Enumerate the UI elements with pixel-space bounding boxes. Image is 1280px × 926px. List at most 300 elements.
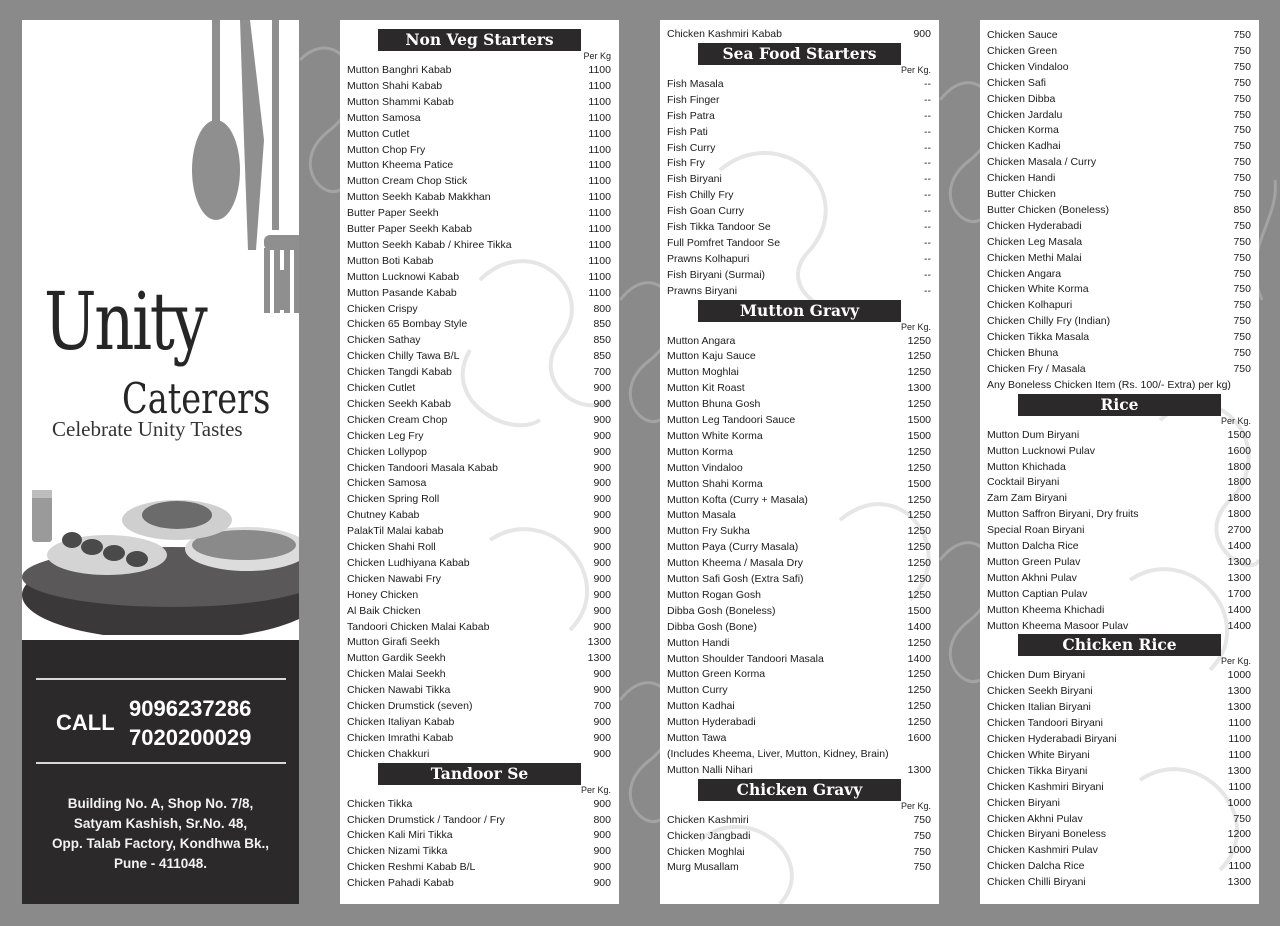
menu-item-price: 750 [1233, 219, 1251, 232]
menu-item [667, 444, 931, 460]
menu-item-price: -- [924, 77, 931, 90]
menu-item [347, 78, 611, 94]
menu-item [667, 859, 931, 875]
menu-item-name: Butter Paper Seekh Kabab [347, 223, 472, 235]
menu-item-price: -- [924, 284, 931, 297]
menu-item-price: 1400 [907, 620, 931, 633]
menu-item-name: Chicken Kashmiri Kabab [667, 28, 782, 40]
menu-item-name: Chicken Spring Roll [347, 493, 440, 506]
menu-item [347, 491, 611, 507]
menu-item-name: Mutton Korma [667, 445, 733, 458]
menu-item-price: 900 [593, 845, 611, 858]
menu-item [667, 396, 931, 412]
menu-item-name: Mutton Kheema / Masala Dry [667, 557, 803, 570]
menu-item [667, 571, 931, 587]
menu-item-name: Mutton Bhuna Gosh [667, 398, 761, 411]
menu-item-price: -- [924, 252, 931, 265]
menu-item-name: Mutton Pasande Kabab [347, 286, 457, 299]
menu-item-name: Chicken Kashmiri Biryani [987, 780, 1104, 793]
menu-item-price: -- [924, 173, 931, 186]
menu-item [987, 313, 1251, 329]
menu-item-name: Mutton Green Pulav [987, 555, 1081, 568]
menu-item-name: Chicken Chakkuri [347, 747, 430, 760]
menu-item-name: Chicken Cream Chop [347, 413, 448, 426]
menu-item-name: Chicken Tandoori Biryani [987, 717, 1103, 730]
menu-item [347, 587, 611, 603]
menu-item-name: Prawns Kolhapuri [667, 252, 750, 265]
menu-item-name: Mutton Kit Roast [667, 382, 745, 395]
menu-item [987, 474, 1251, 490]
menu-item [987, 170, 1251, 186]
menu-item [347, 698, 611, 714]
menu-item-name: Mutton Vindaloo [667, 461, 743, 474]
menu-item-price: 1300 [1227, 685, 1251, 698]
menu-item-price: 1250 [907, 684, 931, 697]
menu-item [667, 155, 931, 171]
menu-item-name: Mutton Fry Sukha [667, 525, 750, 538]
menu-item-name: Mutton Green Korma [667, 668, 766, 681]
menu-item-name: Chicken Imrathi Kabab [347, 731, 454, 744]
food-platter-image [22, 465, 299, 635]
menu-item-name: Mutton Tawa [667, 732, 727, 744]
unit-label: Per Kg. [1220, 656, 1251, 667]
unit-label: Per Kg [583, 51, 611, 61]
menu-item-price: 900 [593, 461, 611, 474]
menu-item-name: Mutton Shammi Kabab [347, 95, 454, 108]
menu-item [347, 812, 611, 828]
menu-item-name: Mutton Cream Chop Stick [347, 175, 468, 188]
menu-item [347, 619, 611, 635]
menu-item-name: Mutton Nalli Nihari [667, 763, 753, 776]
menu-item-price: 900 [593, 556, 611, 569]
menu-item-name: Mutton Dalcha Rice [987, 540, 1079, 552]
menu-item [347, 126, 611, 142]
menu-item-name: Chicken Fry / Masala [987, 362, 1086, 375]
menu-item-price: 1000 [1227, 669, 1251, 682]
menu-item-price: 900 [593, 509, 611, 522]
menu-item-name: Mutton Hyderabadi [667, 716, 756, 729]
menu-item-price: 900 [593, 525, 611, 538]
menu-item-price: 1500 [907, 429, 931, 442]
menu-item [667, 203, 931, 219]
phone-number-2[interactable]: 7020200029 [129, 725, 252, 750]
menu-item-price: 1000 [1227, 844, 1251, 857]
menu-item [667, 283, 931, 299]
menu-item-price: 1250 [907, 525, 931, 538]
menu-item-name: Chicken Leg Fry [347, 429, 424, 442]
menu-item-price: 1100 [588, 127, 611, 140]
menu-item-price: 1000 [1227, 796, 1251, 809]
menu-item [347, 332, 611, 348]
menu-item [987, 122, 1251, 138]
menu-item [347, 221, 611, 237]
menu-item [347, 746, 611, 762]
menu-item-name: Tandoori Chicken Malai Kabab [347, 620, 490, 633]
menu-item [667, 76, 931, 92]
menu-item [987, 427, 1251, 443]
menu-item-price: 1250 [907, 334, 931, 347]
menu-item-name: Chicken Chilly Fry (Indian) [987, 315, 1111, 328]
menu-item-price: 750 [1233, 315, 1251, 328]
menu-item-name: Butter Paper Seekh [347, 207, 439, 220]
menu-item-name: Mutton Dum Biryani [987, 428, 1080, 441]
menu-item-price: 1800 [1227, 476, 1251, 489]
menu-item [347, 827, 611, 843]
menu-item [347, 316, 611, 332]
menu-item-name: Mutton Masala [667, 509, 736, 522]
menu-item [667, 603, 931, 619]
menu-item-name: Chicken Tikka [347, 797, 413, 810]
menu-item-name: Chicken Chilli Biryani [987, 876, 1086, 889]
menu-item-name: PalakTil Malai kabab [347, 525, 444, 538]
menu-item-price: 1250 [907, 573, 931, 585]
menu-item [347, 796, 611, 812]
menu-item-name: Chicken Italian Biryani [987, 701, 1091, 714]
menu-item [987, 683, 1251, 699]
menu-item-price: 1700 [1227, 587, 1251, 600]
menu-item [987, 234, 1251, 250]
menu-item-price: 1100 [588, 111, 611, 124]
menu-item [667, 412, 931, 428]
menu-item [347, 380, 611, 396]
unit-label: Per Kg. [1220, 415, 1251, 426]
menu-item [667, 651, 931, 667]
menu-item-name: Mutton Seekh Kabab / Khiree Tikka [347, 238, 512, 251]
menu-item-price: 900 [593, 861, 611, 874]
menu-item-price: 1250 [907, 588, 931, 601]
menu-item-price: 900 [593, 429, 611, 442]
menu-item-name: Chicken Dalcha Rice [987, 860, 1085, 873]
menu-item [347, 301, 611, 317]
menu-item-price: 850 [593, 318, 611, 331]
menu-item [667, 267, 931, 283]
menu-item-price: 1100 [588, 270, 611, 283]
menu-item-price: 900 [593, 715, 611, 728]
menu-item-price: 1100 [588, 159, 611, 172]
menu-item-name: Mutton Captian Pulav [987, 587, 1088, 600]
menu-item-price: 1100 [588, 207, 611, 220]
menu-item-name: Fish Finger [667, 93, 720, 106]
menu-item [347, 364, 611, 380]
menu-item-name: Chicken Green [987, 44, 1058, 57]
menu-item-price: 1100 [588, 143, 611, 156]
menu-item [667, 140, 931, 156]
menu-item-price: 1100 [1228, 748, 1251, 761]
menu-item-price: 1800 [1227, 492, 1251, 505]
menu-item-price: 750 [1233, 235, 1251, 248]
section-header: Chicken Gravy [698, 779, 901, 801]
menu-item-name: Fish Fry [667, 157, 705, 170]
menu-item [987, 618, 1251, 634]
menu-item [667, 187, 931, 203]
note-text: (Includes Kheema, Liver, Mutton, Kidney, Brain) [667, 747, 889, 760]
section-header: Sea Food Starters [698, 43, 901, 65]
menu-item [667, 619, 931, 635]
menu-item-name: Chicken Lollypop [347, 445, 427, 458]
menu-item [667, 555, 931, 571]
menu-item-name: Chicken Vindaloo [987, 60, 1069, 73]
menu-item [667, 762, 931, 778]
menu-item-name: Fish Biryani [667, 173, 722, 186]
menu-item-price: 750 [1233, 251, 1251, 264]
menu-item-name: Prawns Biryani [667, 284, 738, 297]
menu-item-price: 750 [1233, 76, 1251, 89]
menu-item-price: 1300 [1227, 876, 1251, 889]
menu-item-name: Mutton Girafi Seekh [347, 636, 440, 649]
menu-item [667, 492, 931, 508]
menu-item-price: 1100 [588, 191, 611, 204]
menu-item-price: 1400 [1227, 603, 1251, 616]
note-text: Any Boneless Chicken Item (Rs. 100/- Extra) per kg) [987, 378, 1231, 391]
menu-item-name: Fish Pati [667, 125, 708, 138]
menu-item-name: Fish Curry [667, 141, 716, 154]
menu-item [347, 269, 611, 285]
menu-item [987, 443, 1251, 459]
menu-item-name: Chicken Kali Miri Tikka [347, 829, 453, 842]
menu-item-price: 1100 [588, 175, 611, 188]
menu-item [987, 250, 1251, 266]
menu-item-name: Chicken Dibba [987, 92, 1056, 105]
menu-item-price: 750 [1233, 299, 1251, 312]
menu-item [667, 682, 931, 698]
menu-item-price: 750 [1233, 188, 1251, 200]
menu-item-name: Mutton Kheema Masoor Pulav [987, 619, 1129, 632]
menu-item-name: Mutton Paya (Curry Masala) [667, 541, 799, 554]
menu-item-name: Chicken White Korma [987, 283, 1089, 296]
menu-item-name: Chicken Kashmiri Pulav [987, 844, 1098, 857]
menu-item-name: Mutton Kadhai [667, 700, 735, 713]
menu-item [987, 490, 1251, 506]
menu-column [340, 20, 619, 904]
menu-item-price: 1500 [907, 604, 931, 617]
menu-item-price: 900 [593, 588, 611, 601]
menu-item [987, 763, 1251, 779]
menu-item-name: Mutton White Korma [667, 429, 763, 442]
menu-item-name: Dibba Gosh (Bone) [667, 620, 757, 633]
menu-item-name: Mutton Banghri Kabab [347, 64, 452, 76]
menu-item-name: Chicken Tandoori Masala Kabab [347, 461, 498, 474]
menu-item-price: 900 [593, 668, 611, 681]
menu-item-price: 1500 [907, 414, 931, 426]
menu-item-price: 750 [1233, 108, 1251, 121]
menu-item-price: -- [924, 236, 931, 249]
address-line: Satyam Kashish, Sr.No. 48, [73, 816, 248, 831]
menu-item [347, 237, 611, 253]
menu-item-name: Chicken Angara [987, 267, 1062, 280]
menu-item-name: Fish Patra [667, 109, 715, 122]
menu-item-name: Mutton Cutlet [347, 127, 410, 140]
menu-item [987, 858, 1251, 874]
menu-item-price: -- [924, 125, 931, 138]
menu-item-price: 2700 [1227, 524, 1251, 537]
menu-item-name: Chicken Sauce [987, 29, 1058, 41]
menu-item-name: Chicken Korma [987, 124, 1059, 137]
menu-item-name: Mutton Samosa [347, 111, 421, 124]
section-header: Mutton Gravy [698, 300, 901, 322]
menu-item [987, 715, 1251, 731]
menu-item-price: 750 [1233, 92, 1251, 105]
menu-item [347, 571, 611, 587]
section-header: Rice [1018, 394, 1221, 416]
menu-item-name: Mutton Kofta (Curry + Masala) [667, 493, 808, 506]
menu-item-price: 1100 [588, 286, 611, 299]
menu-item-price: 700 [593, 366, 611, 379]
menu-item-price: 1250 [907, 350, 931, 363]
menu-item-price: 900 [593, 620, 611, 633]
menu-item [667, 124, 931, 140]
menu-item [347, 412, 611, 428]
menu-item-name: Chicken Crispy [347, 302, 418, 315]
menu-item [347, 730, 611, 746]
menu-item-name: Mutton Chop Fry [347, 143, 426, 156]
menu-item-name: Chicken 65 Bombay Style [347, 318, 468, 331]
menu-item-price: 900 [593, 541, 611, 553]
menu-item-price: 1250 [907, 668, 931, 681]
menu-item-name: Mutton Akhni Pulav [987, 571, 1077, 584]
menu-item [347, 634, 611, 650]
menu-item [667, 108, 931, 124]
menu-item [987, 506, 1251, 522]
menu-item [667, 714, 931, 730]
menu-item-name: Chicken Cutlet [347, 382, 416, 394]
menu-item-price: -- [924, 221, 931, 233]
menu-column [980, 20, 1259, 904]
menu-item-price: 900 [593, 477, 611, 490]
menu-item [347, 396, 611, 412]
menu-item [667, 235, 931, 251]
menu-item-price: 900 [593, 604, 611, 617]
menu-item [347, 205, 611, 221]
menu-item [667, 587, 931, 603]
phone-number-1[interactable]: 9096237286 [129, 696, 252, 721]
menu-item [667, 428, 931, 444]
menu-item-price: 1800 [1227, 460, 1251, 473]
menu-item [667, 539, 931, 555]
menu-item [987, 779, 1251, 795]
menu-item-price: -- [924, 268, 931, 281]
menu-item-price: 1100 [588, 223, 611, 235]
menu-item [667, 348, 931, 364]
call-label: CALL [56, 710, 115, 735]
menu-item-price: 1100 [588, 95, 611, 108]
menu-item [667, 844, 931, 860]
menu-item [347, 666, 611, 682]
menu-item [667, 730, 931, 746]
menu-item-price: 1300 [907, 382, 931, 395]
menu-item-name: Fish Chilly Fry [667, 189, 734, 202]
menu-item-price: 1100 [588, 254, 611, 267]
menu-item-name: Chicken Shahi Roll [347, 541, 436, 553]
menu-item-name: Chicken Kadhai [987, 140, 1061, 153]
menu-item-name: Chicken Kashmiri [667, 813, 749, 826]
menu-item-name: Mutton Saffron Biryani, Dry fruits [987, 508, 1139, 521]
menu-item [987, 186, 1251, 202]
menu-item-price: 900 [593, 397, 611, 410]
menu-item-name: Mutton Gardik Seekh [347, 652, 446, 665]
menu-item [347, 110, 611, 126]
menu-item-price: 900 [593, 493, 611, 506]
address-block [22, 794, 299, 874]
address-line: Building No. A, Shop No. 7/8, [67, 796, 254, 811]
menu-panel-3 [980, 20, 1259, 904]
menu-item-name: Special Roan Biryani [987, 524, 1085, 537]
menu-item-name: Chicken Drumstick (seven) [347, 700, 473, 712]
menu-item-price: 1200 [1227, 828, 1251, 841]
menu-item-name: Mutton Lucknowi Kabab [347, 270, 460, 283]
menu-item-price: -- [924, 205, 931, 218]
address-line: Pune - 411048. [113, 856, 208, 871]
menu-item-name: Mutton Angara [667, 334, 736, 347]
menu-item [987, 699, 1251, 715]
menu-item-price: 1100 [1228, 733, 1251, 745]
menu-item-price: -- [924, 141, 931, 154]
menu-item [987, 826, 1251, 842]
menu-item-price: 850 [593, 350, 611, 363]
menu-item-price: 750 [1233, 29, 1251, 41]
menu-item [347, 444, 611, 460]
menu-item-price: 1300 [1227, 571, 1251, 584]
menu-item-price: 1250 [907, 461, 931, 474]
menu-item-name: Chicken Nawabi Tikka [347, 684, 451, 697]
menu-item-price: 750 [1233, 140, 1251, 153]
menu-item-name: Mutton Leg Tandoori Sauce [667, 414, 796, 426]
menu-item-name: Mutton Seekh Kabab Makkhan [347, 191, 491, 204]
menu-item-name: Chicken Handi [987, 172, 1056, 185]
menu-item [347, 94, 611, 110]
brand-name-unity: Unity [44, 275, 206, 368]
menu-item [987, 59, 1251, 75]
menu-item-name: Chicken Biryani [987, 796, 1060, 809]
section-header: Tandoor Se [378, 763, 581, 785]
menu-item [987, 361, 1251, 377]
menu-item [987, 27, 1251, 43]
menu-item-name: Chicken Tikka Masala [987, 331, 1090, 344]
menu-item-price: -- [924, 157, 931, 170]
menu-item-price: 900 [593, 877, 611, 890]
menu-item-name: Chicken Dum Biryani [987, 669, 1086, 682]
menu-item-price: 900 [593, 413, 611, 426]
menu-item [347, 875, 611, 891]
menu-item-name: Mutton Rogan Gosh [667, 588, 761, 601]
brand-tagline: Celebrate Unity Tastes [52, 417, 243, 441]
menu-item-price: 750 [1233, 124, 1251, 137]
menu-item-price: 1100 [1228, 780, 1251, 793]
menu-item-price: 750 [1233, 812, 1251, 825]
menu-item-name: Chicken Safi [987, 76, 1046, 89]
menu-item-price: 850 [593, 334, 611, 347]
menu-item-price: 900 [593, 829, 611, 842]
menu-item-name: Fish Tikka Tandoor Se [667, 221, 771, 233]
menu-item [987, 795, 1251, 811]
menu-item [987, 586, 1251, 602]
menu-item [347, 859, 611, 875]
menu-item-name: Chicken Methi Malai [987, 251, 1082, 264]
menu-item [347, 428, 611, 444]
menu-item-name: Mutton Kaju Sauce [667, 350, 756, 363]
brand-panel [22, 20, 299, 904]
menu-item [347, 603, 611, 619]
menu-item-price: 750 [1233, 156, 1251, 169]
menu-item-price: 900 [593, 445, 611, 458]
menu-item [347, 539, 611, 555]
unit-label: Per Kg. [900, 800, 931, 811]
menu-item-price: 1300 [1227, 701, 1251, 714]
menu-item [667, 698, 931, 714]
section-header: Chicken Rice [1018, 634, 1221, 656]
menu-item-name: Chicken Bhuna [987, 347, 1059, 359]
menu-item [987, 297, 1251, 313]
menu-item-name: Chicken Jardalu [987, 108, 1063, 121]
